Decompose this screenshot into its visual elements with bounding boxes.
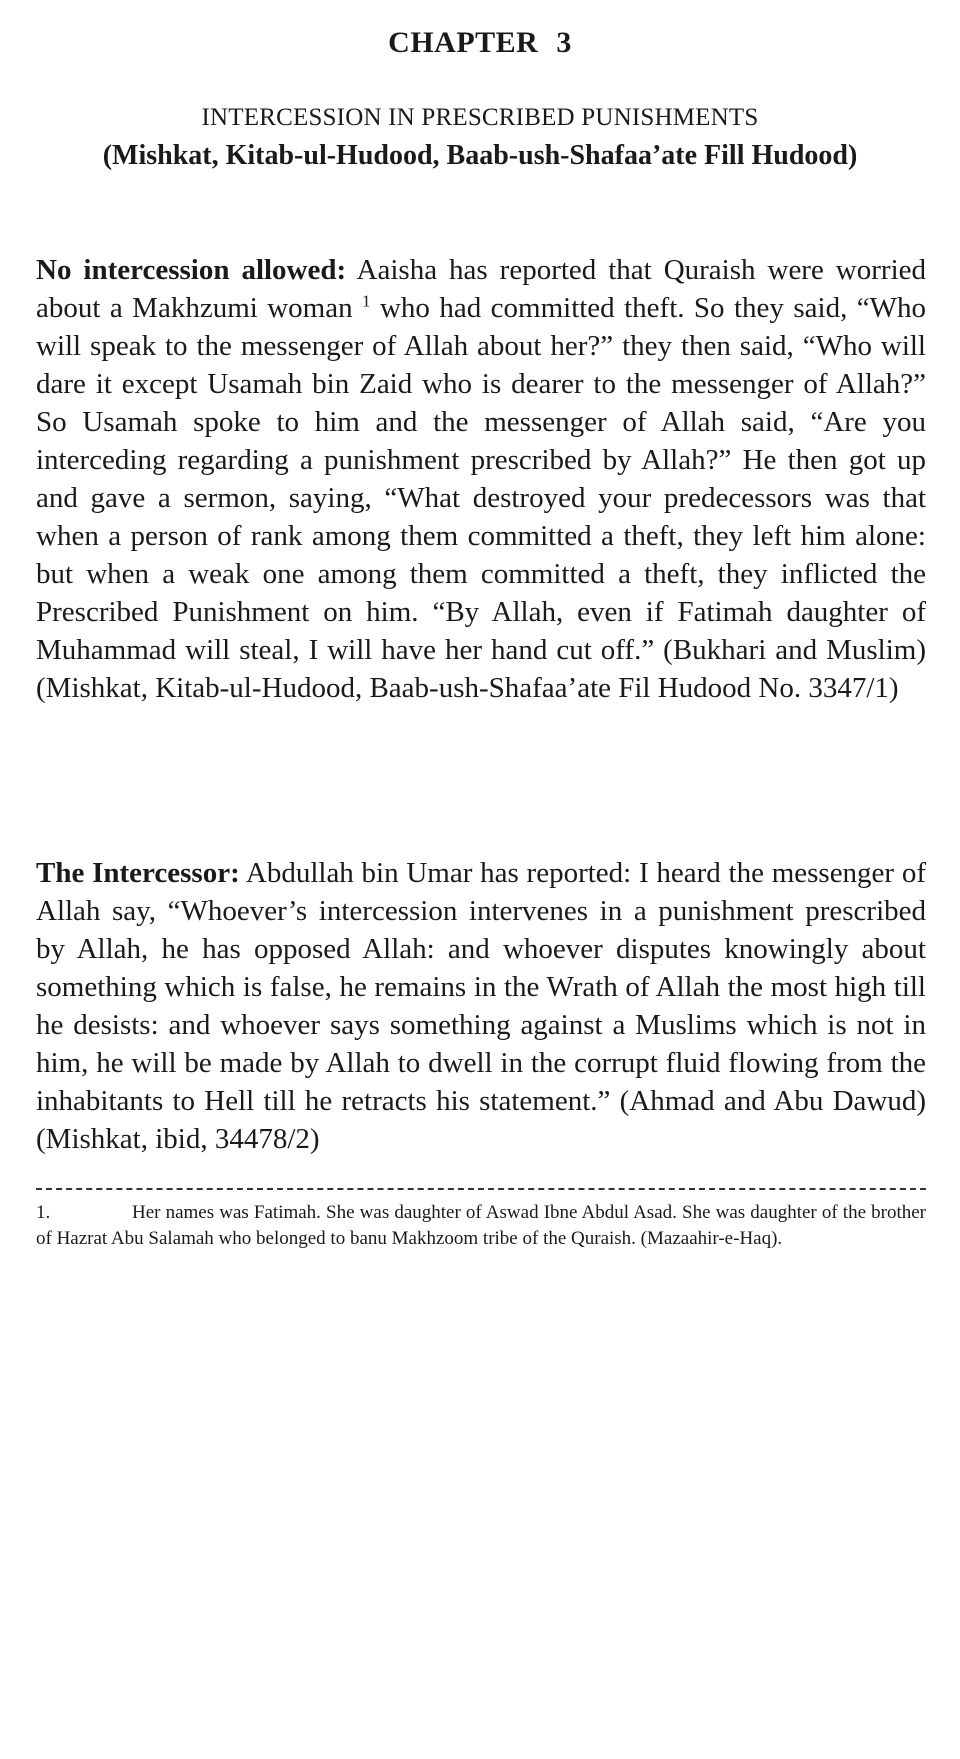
footnote-divider	[36, 1188, 926, 1190]
section-title: INTERCESSION IN PRESCRIBED PUNISHMENTS	[201, 104, 759, 131]
footnote	[36, 1200, 926, 1252]
footnote-text: Her names was Fatimah. She was daughter of Aswad Ibne Abdul Asad. She was daughter of the brother of Hazrat Abu Salamah who belonged to banu Makhzoom tribe of the Quraish. (Mazaahir-e-Haq).	[36, 1202, 926, 1249]
section-source: (Mishkat, Kitab-ul-Hudood, Baab-ush-Shafaa’ate Fill Hudood)	[102, 140, 858, 171]
paragraph-lead: No intercession allowed:	[36, 254, 347, 286]
paragraph-text: who had committed theft. So they said, “Who will speak to the messenger of Allah about her?” they then said, “Who will dare it except Usamah bin Zaid who is dearer to the messenger of Allah?” So Usamah spoke to him and the messenger of Allah said, “Are you interceding regarding a punishment prescribed by Allah?” He then got up and gave a sermon, saying, “What destroyed your predecessors was that when a person of rank among them committed a theft, they left him alone: but when a weak one among them committed a theft, they inflicted the Prescribed Punishment on him. “By Allah, even if Fatimah daughter of Muhammad will steal, I will have her hand cut off.” (Bukhari and Muslim) (Mishkat, Kitab-ul-Hudood, Baab-ush-Shafaa’ate Fil Hudood No. 3347/1)	[36, 292, 926, 704]
footnote-reference: 1	[362, 291, 371, 311]
footnote-number: 1.	[36, 1202, 51, 1223]
chapter-heading: CHAPTER 3	[388, 26, 572, 59]
paragraph-no-intercession	[36, 251, 926, 707]
paragraph-text: Aaisha has reported that Quraish were worried about a Makhzumi woman	[36, 254, 926, 324]
paragraph-intercessor	[36, 854, 926, 1158]
paragraph-lead: The Intercessor:	[36, 857, 240, 889]
paragraph-text: Abdullah bin Umar has reported: I heard the messenger of Allah say, “Whoever’s intercession intervenes in a punishment prescribed by Allah, he has opposed Allah: and whoever disputes knowingly about something which is false, he remains in the Wrath of Allah the most high till he desists: and whoever says something against a Muslims which is not in him, he will be made by Allah to dwell in the corrupt fluid flowing from the inhabitants to Hell till he retracts his statement.” (Ahmad and Abu Dawud) (Mishkat, ibid, 34478/2)	[36, 857, 926, 1155]
